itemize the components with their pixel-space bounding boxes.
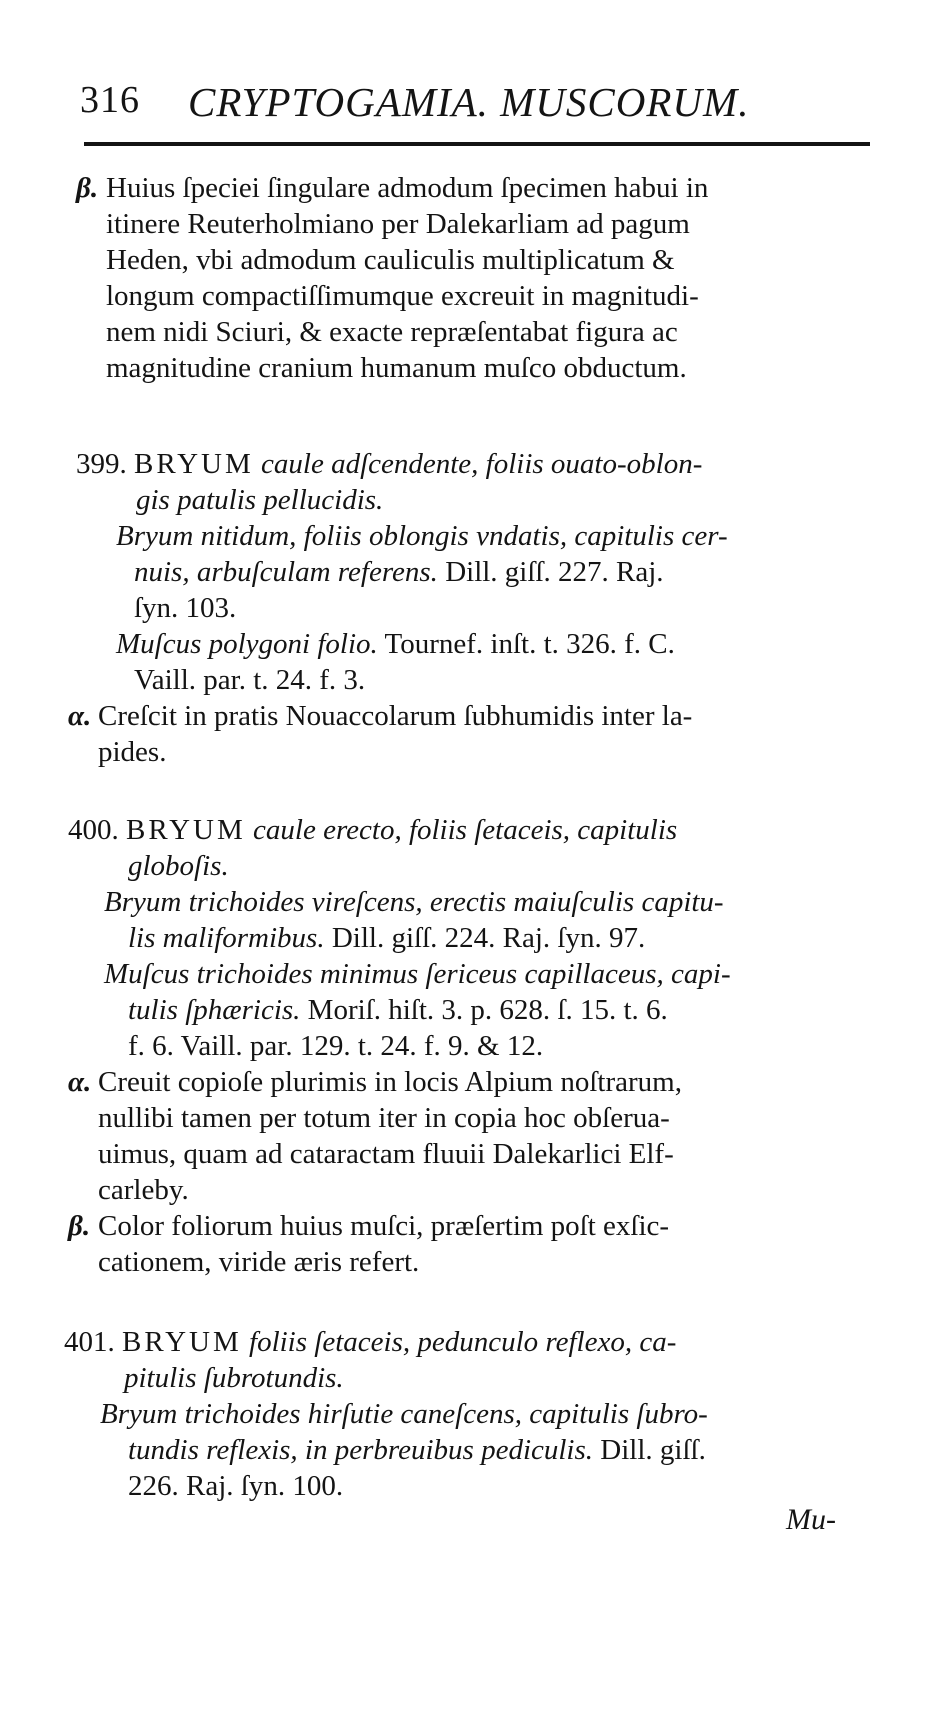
note-line: magnitudine cranium humanum muſco obductum. (106, 352, 687, 384)
synonym: Bryum trichoides vireſcens, erectis maiuſculis capitu- (104, 886, 724, 918)
running-head: CRYPTOGAMIA. MUSCORUM. (188, 79, 750, 125)
note-marker: β. (76, 172, 99, 204)
entry-genus: BRYUM (126, 814, 246, 846)
synonym: Muſcus polygoni folio. (116, 628, 378, 660)
note-line: carleby. (98, 1174, 189, 1206)
entry-genus: BRYUM (122, 1326, 242, 1358)
synonym-reference: ſyn. 103. (134, 592, 237, 624)
note-line: nem nidi Sciuri, & exacte repræſentabat figura ac (106, 316, 678, 348)
page-header (80, 78, 880, 128)
note-line: Creſcit in pratis Nouaccolarum ſubhumidis inter la- (98, 700, 693, 732)
synonym: nuis, arbuſculam referens. (134, 556, 438, 588)
entry-number: 399. (76, 448, 127, 480)
note-line: nullibi tamen per totum iter in copia hoc obſerua- (98, 1102, 670, 1134)
note-line: Creuit copioſe plurimis in locis Alpium noſtrarum, (98, 1066, 682, 1098)
entry-diagnosis: pitulis ſubrotundis. (124, 1362, 344, 1394)
note-marker: β. (68, 1210, 91, 1242)
synonym: Muſcus trichoides minimus ſericeus capillaceus, capi- (104, 958, 731, 990)
synonym-reference: 226. Raj. ſyn. 100. (128, 1470, 344, 1502)
synonym: tundis reflexis, in perbreuibus pediculis. (128, 1434, 594, 1466)
synonym-reference: Dill. giſſ. (600, 1434, 706, 1466)
note-line: pides. (98, 736, 167, 768)
entry-number: 401. (64, 1326, 115, 1358)
entry-diagnosis: gis patulis pellucidis. (136, 484, 384, 516)
entry-number: 400. (68, 814, 119, 846)
entry-401 (64, 1324, 708, 1504)
synonym-reference: Dill. giſſ. 227. Raj. (445, 556, 664, 588)
synonym: tulis ſphæricis. (128, 994, 301, 1026)
entry-diagnosis: foliis ſetaceis, pedunculo reflexo, ca- (249, 1326, 677, 1358)
entry-genus: BRYUM (134, 448, 254, 480)
page-number: 316 (80, 79, 140, 121)
note-line: Huius ſpeciei ſingulare admodum ſpecimen habui in (106, 172, 709, 204)
note-beta-top (76, 170, 708, 386)
note-line: longum compactiſſimumque excreuit in magnitudi- (106, 280, 699, 312)
synonym-reference: Moriſ. hiſt. 3. p. 628. ſ. 15. t. 6. (307, 994, 668, 1026)
catchword: Mu- (786, 1503, 836, 1536)
note-marker: α. (68, 1066, 92, 1098)
entry-diagnosis: caule erecto, foliis ſetaceis, capitulis (253, 814, 678, 846)
note-line: uimus, quam ad cataractam fluuii Dalekarlici Elf- (98, 1138, 674, 1170)
synonym: Bryum nitidum, foliis oblongis vndatis, capitulis cer- (116, 520, 728, 552)
synonym-reference: Tournef. inſt. t. 326. f. C. (384, 628, 675, 660)
entry-diagnosis: caule adſcendente, foliis ouato-oblon- (261, 448, 703, 480)
synonym: Bryum trichoides hirſutie caneſcens, capitulis ſubro- (100, 1398, 708, 1430)
note-marker: α. (68, 700, 92, 732)
entry-400 (68, 812, 731, 1280)
note-line: Color foliorum huius muſci, præſertim poſt exſic- (98, 1210, 670, 1242)
note-line: cationem, viride æris refert. (98, 1246, 420, 1278)
note-line: itinere Reuterholmiano per Dalekarliam ad pagum (106, 208, 690, 240)
note-line: Heden, vbi admodum cauliculis multiplicatum & (106, 244, 675, 276)
header-rule (84, 142, 870, 146)
synonym-reference: Vaill. par. t. 24. f. 3. (134, 664, 366, 696)
synonym-reference: f. 6. Vaill. par. 129. t. 24. f. 9. & 12. (128, 1030, 544, 1062)
synonym-reference: Dill. giſſ. 224. Raj. ſyn. 97. (331, 922, 646, 954)
synonym: lis maliformibus. (128, 922, 325, 954)
entry-399 (68, 446, 728, 770)
entry-diagnosis: globoſis. (128, 850, 229, 882)
